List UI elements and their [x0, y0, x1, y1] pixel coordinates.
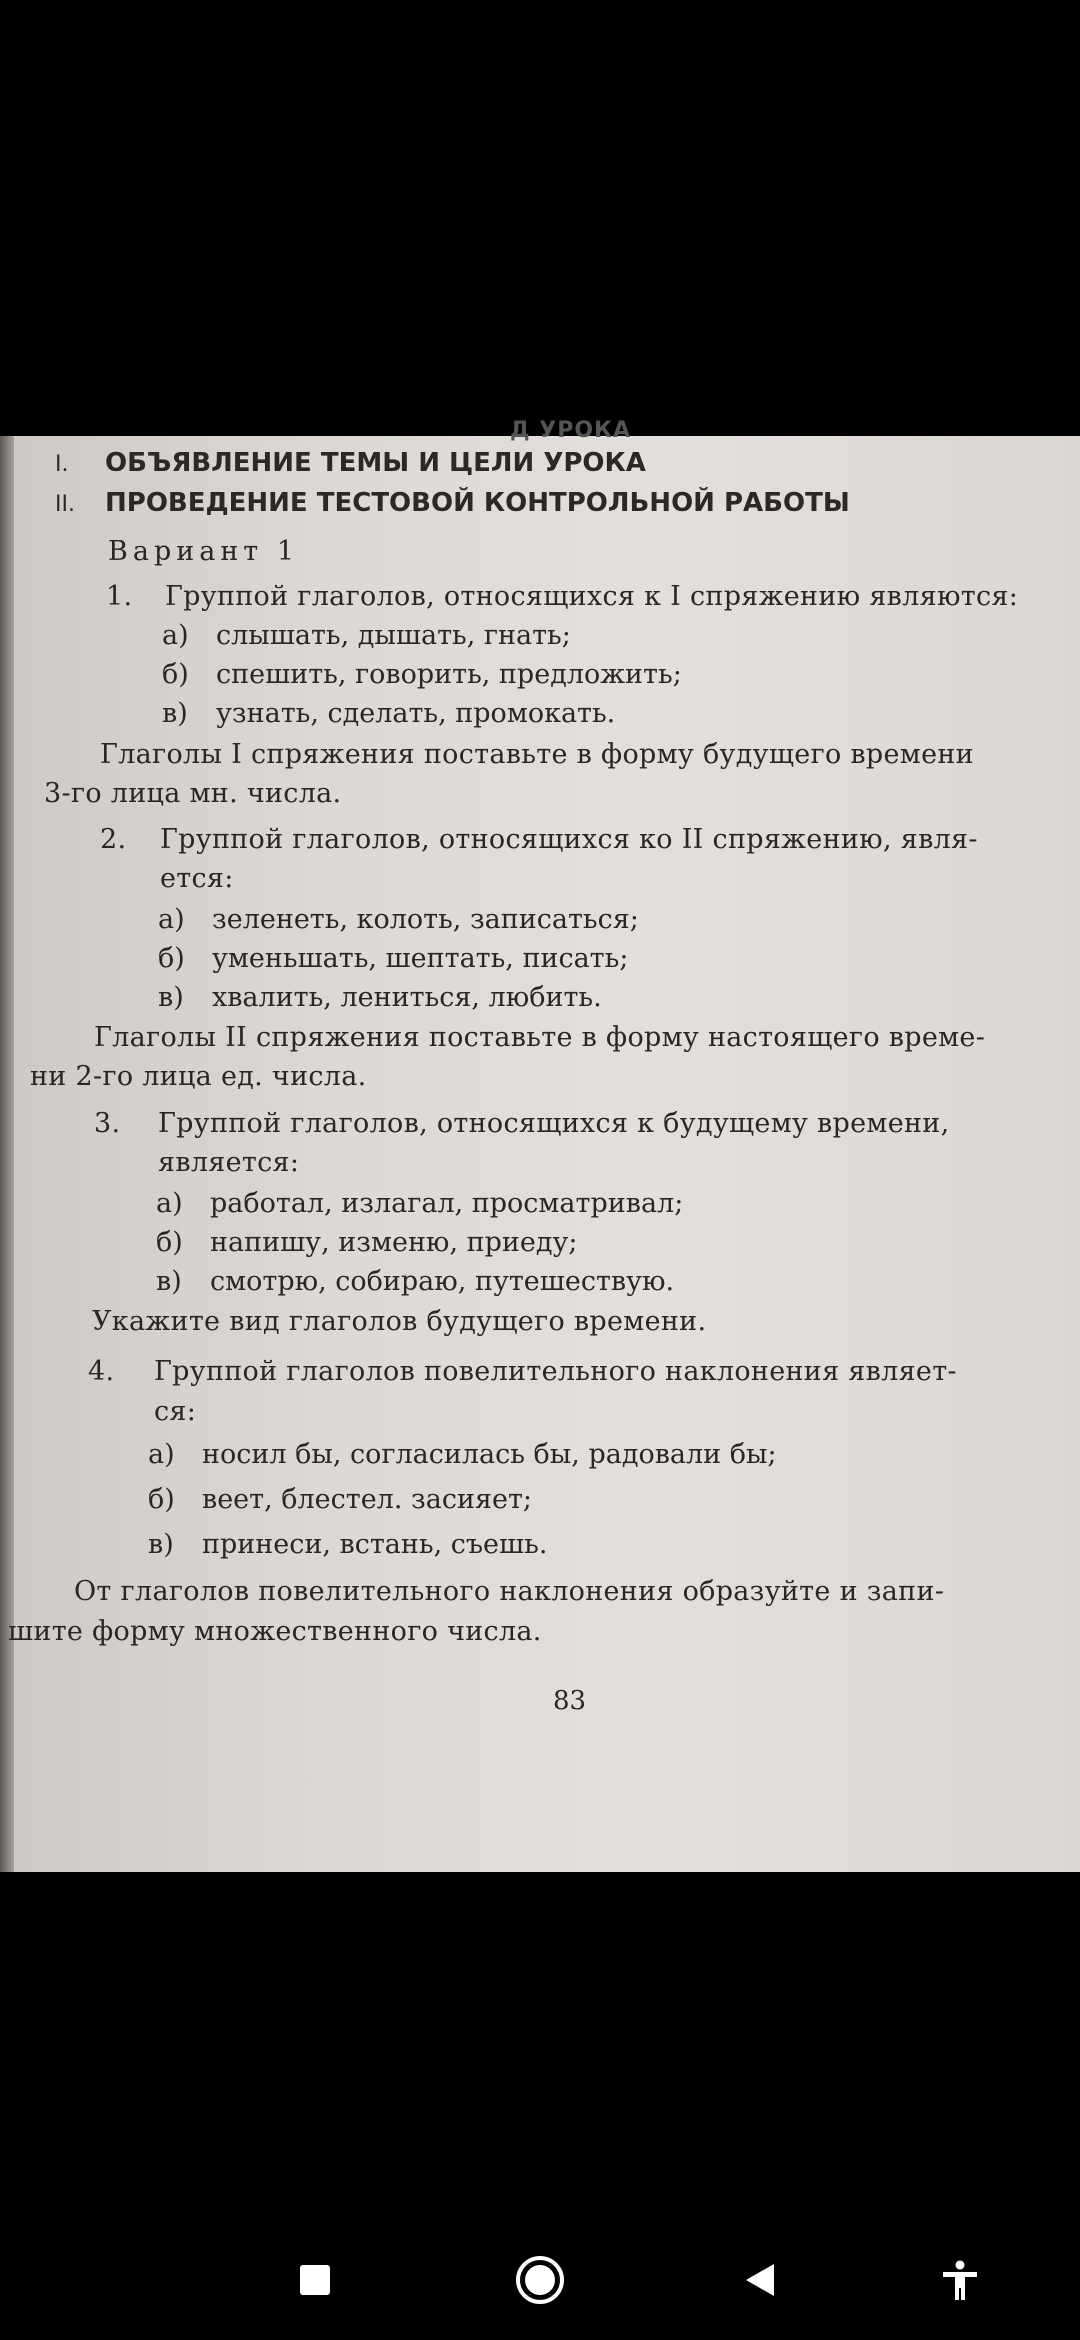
- section-1-number: I.: [55, 452, 69, 477]
- q3-option-c: [156, 1266, 674, 1297]
- q2-option-a-text: зеленеть, колоть, записаться;: [212, 904, 639, 935]
- q4-task-line-1: От глаголов повелительного наклонения образуйте и запи-: [74, 1576, 945, 1607]
- q3-label-b: б): [156, 1227, 183, 1258]
- q2-option-a: [158, 904, 639, 935]
- section-2: [55, 488, 850, 518]
- q3-option-c-text: смотрю, собираю, путешествую.: [210, 1266, 675, 1297]
- section-2-title: ПРОВЕДЕНИЕ ТЕСТОВОЙ КОНТРОЛЬНОЙ РАБОТЫ: [105, 488, 850, 518]
- q3-task-line-1: Укажите вид глаголов будущего времени.: [92, 1306, 707, 1337]
- q3-label-a: а): [156, 1188, 183, 1219]
- page-number: 83: [553, 1686, 587, 1716]
- q2-task-line-1: Глаголы II спряжения поставьте в форму настоящего време-: [94, 1022, 986, 1053]
- q1-option-a-text: слышать, дышать, гнать;: [216, 620, 571, 651]
- section-2-number: II.: [55, 492, 75, 517]
- q4-text-line-2: ся:: [154, 1396, 197, 1427]
- q4-option-c: [148, 1529, 547, 1560]
- q2-label-c: в): [158, 982, 184, 1013]
- q2-label-b: б): [158, 943, 185, 974]
- section-1-title: ОБЪЯВЛЕНИЕ ТЕМЫ И ЦЕЛИ УРОКА: [105, 448, 646, 478]
- q2-label-a: а): [158, 904, 185, 935]
- q4-option-a-text: носил бы, согласилась бы, радовали бы;: [202, 1439, 777, 1470]
- q1-task-line-1: Глаголы I спряжения поставьте в форму будущего времени: [100, 739, 974, 770]
- q4-option-b: [148, 1484, 532, 1515]
- q3-option-b-text: напишу, изменю, приеду;: [210, 1227, 578, 1258]
- back-icon: [740, 2260, 780, 2300]
- q3-option-a-text: работал, излагал, просматривал;: [210, 1188, 684, 1219]
- q3-label-c: в): [156, 1266, 182, 1297]
- q4-number: 4.: [88, 1356, 115, 1387]
- q3-option-a: [156, 1188, 683, 1219]
- q2-option-c-text: хвалить, лениться, любить.: [212, 982, 602, 1013]
- q2-text-line-1: Группой глаголов, относящихся ко II спряжению, явля-: [160, 824, 978, 855]
- q2-option-c: [158, 982, 602, 1013]
- q1-option-b: [162, 659, 682, 690]
- recent-apps-button[interactable]: [285, 2250, 345, 2310]
- back-button[interactable]: [730, 2250, 790, 2310]
- home-icon: [514, 2254, 566, 2306]
- q4-task-line-2: шите форму множественного числа.: [8, 1616, 542, 1647]
- variant-title: Вариант 1: [108, 536, 300, 567]
- q1-option-a: [162, 620, 571, 651]
- q2-text-line-2: ется:: [160, 863, 234, 894]
- accessibility-icon: [938, 2258, 982, 2302]
- q1-label-b: б): [162, 659, 189, 690]
- page-content: [0, 418, 1080, 1872]
- q2-task-line-2: ни 2-го лица ед. числа.: [30, 1061, 367, 1092]
- q2-option-b: [158, 943, 628, 974]
- home-button[interactable]: [510, 2250, 570, 2310]
- q4-option-a: [148, 1439, 777, 1470]
- q4-option-b-text: веет, блестел. засияет;: [202, 1484, 532, 1515]
- q1-task-line-2: 3-го лица мн. числа.: [44, 778, 342, 809]
- q1-option-c: [162, 698, 615, 729]
- q4-option-c-text: принеси, встань, съешь.: [202, 1529, 548, 1560]
- q1-label-c: в): [162, 698, 188, 729]
- q1-number: 1.: [106, 581, 133, 612]
- q3-number: 3.: [94, 1108, 121, 1139]
- q1-label-a: а): [162, 620, 189, 651]
- accessibility-button[interactable]: [930, 2250, 990, 2310]
- q1-option-b-text: спешить, говорить, предложить;: [216, 659, 682, 690]
- q3-text-line-1: Группой глаголов, относящихся к будущему времени,: [158, 1108, 950, 1139]
- book-page-photo: [0, 418, 1080, 1872]
- q3-option-b: [156, 1227, 577, 1258]
- q4-label-c: в): [148, 1529, 174, 1560]
- android-nav-bar: [0, 2220, 1080, 2340]
- recent-apps-icon: [298, 2263, 332, 2297]
- q4-text-line-1: Группой глаголов повелительного наклонения являет-: [154, 1356, 957, 1387]
- q2-option-b-text: уменьшать, шептать, писать;: [212, 943, 629, 974]
- q4-label-b: б): [148, 1484, 175, 1515]
- section-1: [55, 448, 646, 478]
- q3-text-line-2: является:: [158, 1147, 300, 1178]
- q4-label-a: а): [148, 1439, 175, 1470]
- q1-option-c-text: узнать, сделать, промокать.: [216, 698, 616, 729]
- q1-text: Группой глаголов, относящихся к I спряжению являются:: [165, 581, 1019, 612]
- q2-number: 2.: [100, 824, 127, 855]
- cut-header: Д УРОКА: [510, 418, 632, 443]
